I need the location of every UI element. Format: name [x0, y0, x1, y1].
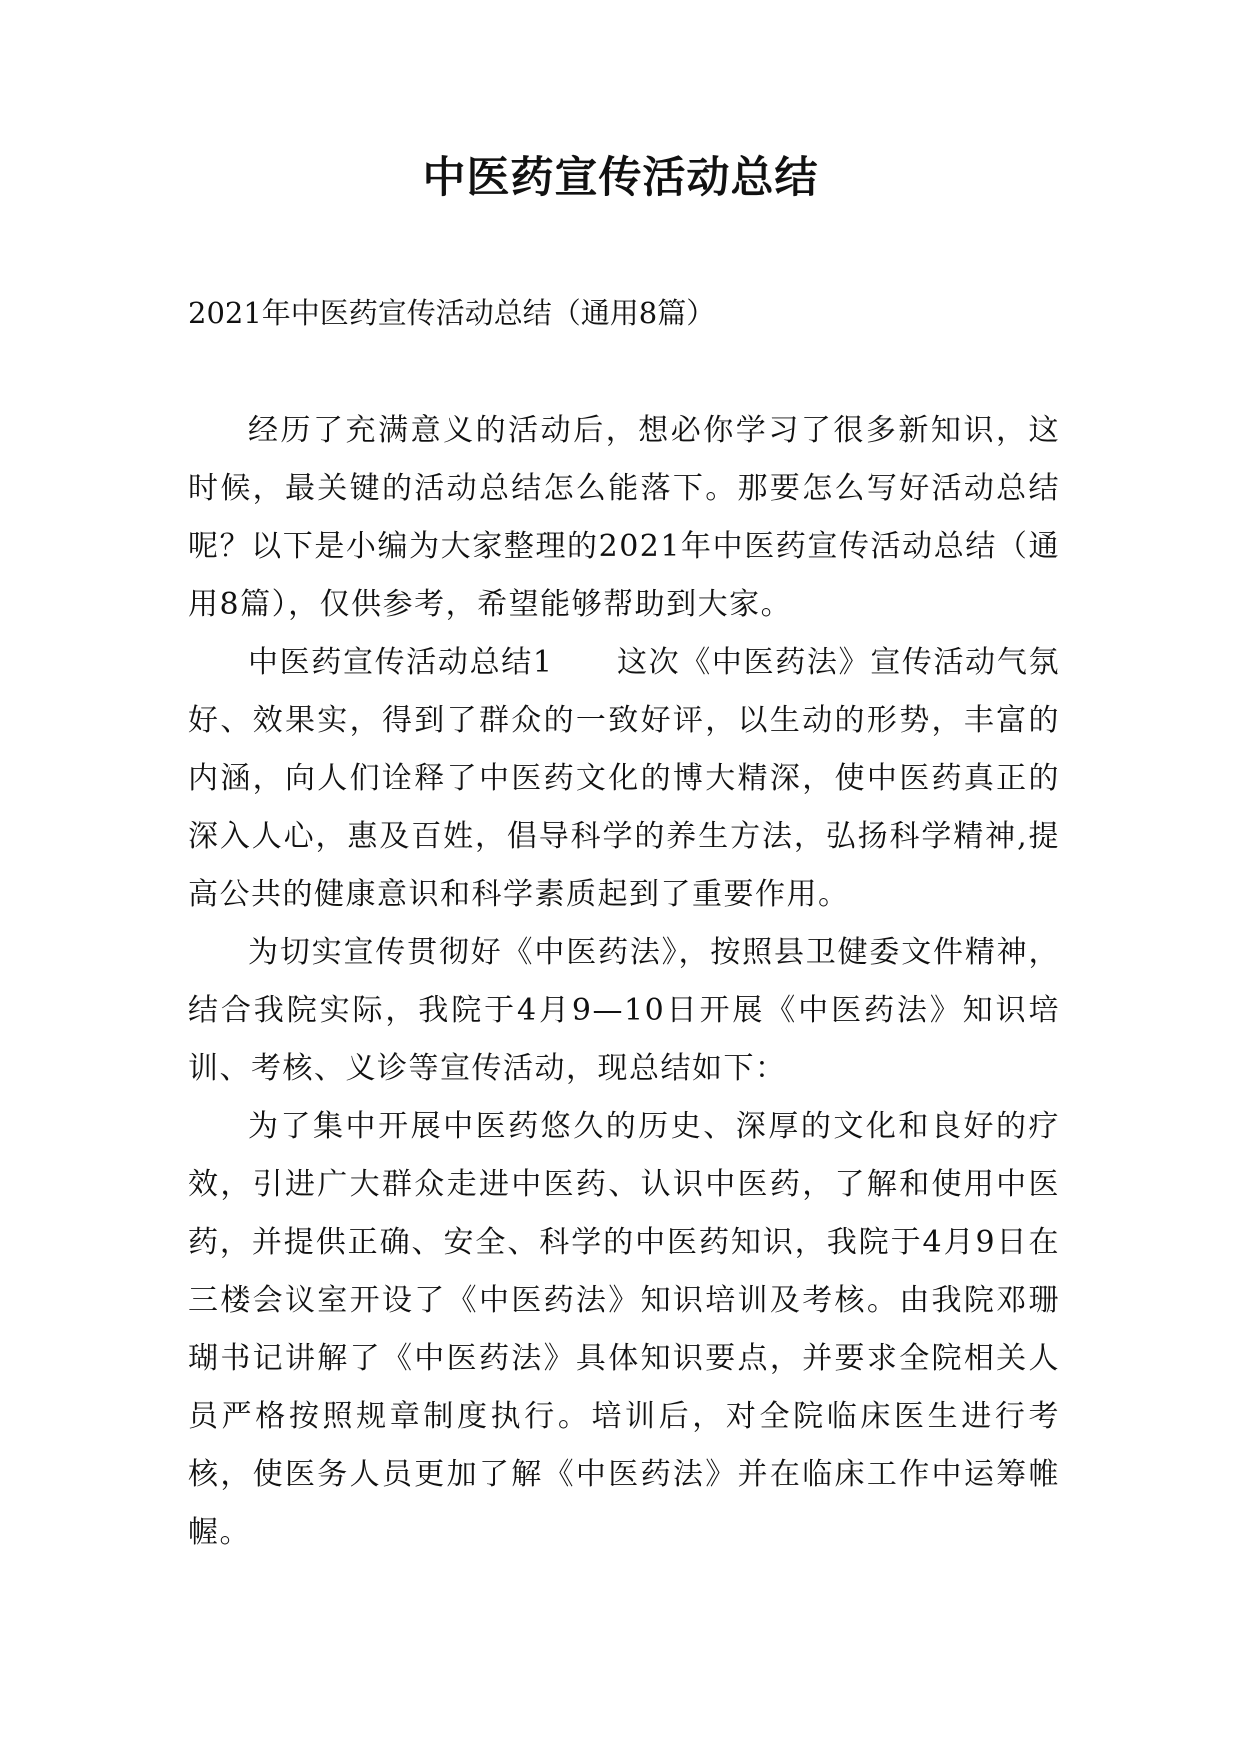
document-subtitle: 2021年中医药宣传活动总结（通用8篇） — [188, 296, 716, 330]
paragraph-arrangement: 为切实宣传贯彻好《中医药法》，按照县卫健委文件精神，结合我院实际，我院于4月9—10日开展《中医药法》知识培训、考核、义诊等宣传活动，现总结如下： — [188, 935, 1060, 1086]
paragraph-intro: 经历了充满意义的活动后，想必你学习了很多新知识，这时候，最关键的活动总结怎么能落下。那要怎么写好活动总结呢？以下是小编为大家整理的2021年中医药宣传活动总结（通用8篇），仅供参考，希望能够帮助到大家。 — [188, 413, 1060, 622]
document-title: 中医药宣传活动总结 — [422, 153, 819, 203]
document-body — [188, 402, 1060, 1562]
paragraph-training: 为了集中开展中医药悠久的历史、深厚的文化和良好的疗效，引进广大群众走进中医药、认识中医药，了解和使用中医药，并提供正确、安全、科学的中医药知识，我院于4月9日在三楼会议室开设了《中医药法》知识培训及考核。由我院邓珊瑚书记讲解了《中医药法》具体知识要点，并要求全院相关人员严格按照规章制度执行。培训后，对全院临床医生进行考核，使医务人员更加了解《中医药法》并在临床工作中运筹帷幄。 — [188, 1109, 1060, 1550]
paragraph-section-1: 中医药宣传活动总结1 这次《中医药法》宣传活动气氛好、效果实，得到了群众的一致好评，以生动的形势，丰富的内涵，向人们诠释了中医药文化的博大精深，使中医药真正的深入人心，惠及百姓，倡导科学的养生方法，弘扬科学精神,提高公共的健康意识和科学素质起到了重要作用。 — [188, 645, 1060, 912]
